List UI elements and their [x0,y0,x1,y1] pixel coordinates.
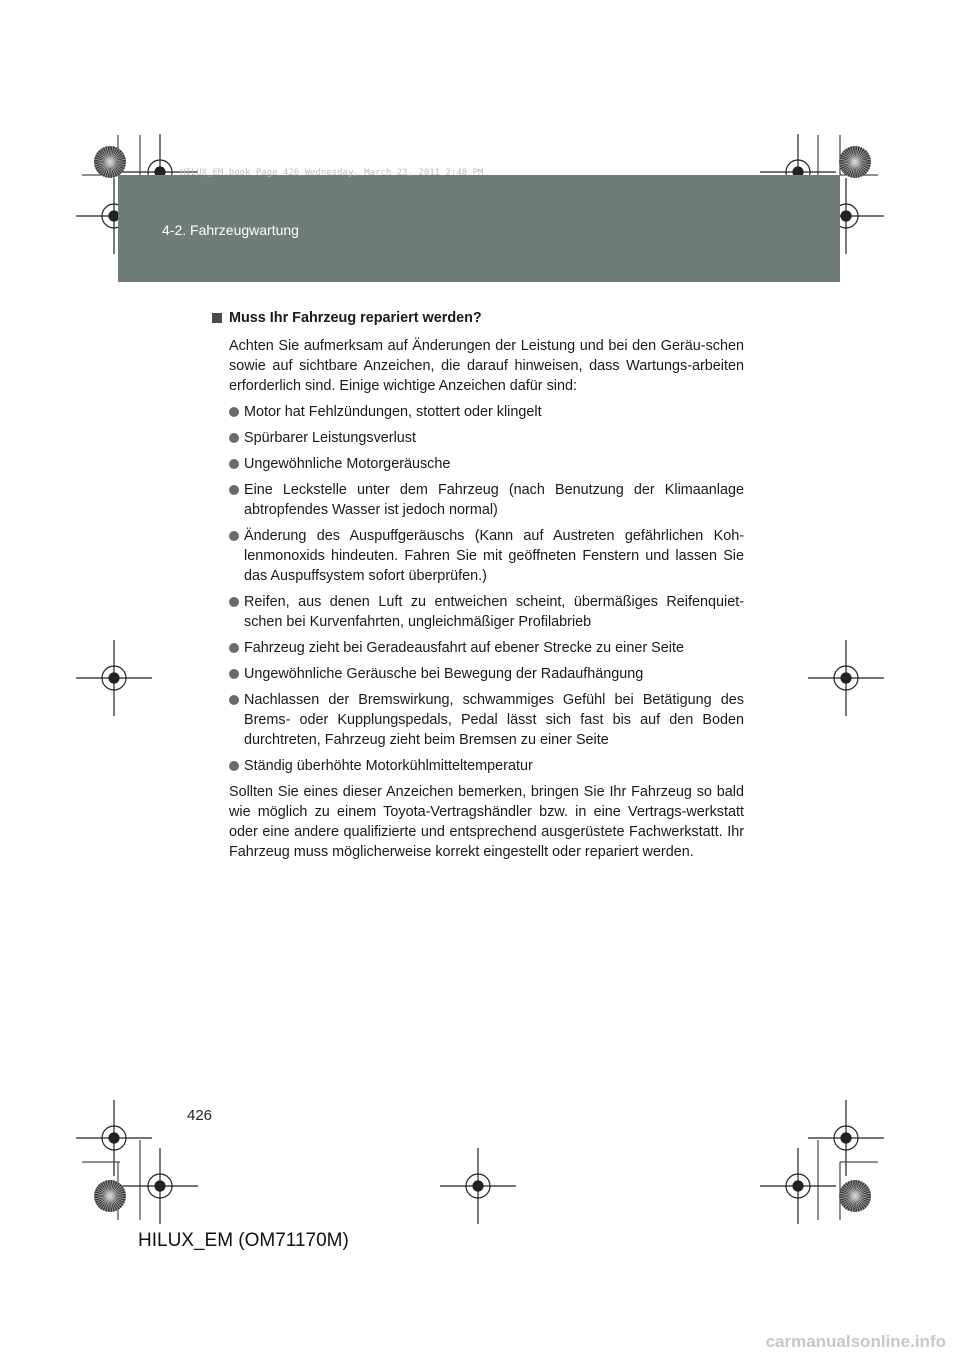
list-item [229,664,744,684]
list-item-text: Ständig überhöhte Motorkühlmitteltemperatur [244,758,533,774]
list-item [229,592,744,632]
starburst-rosette-icon [94,146,126,178]
list-item-text: Ungewöhnliche Motorgeräusche [244,456,451,472]
heading-text: Muss Ihr Fahrzeug repariert werden? [229,310,482,326]
round-bullet-icon [229,643,239,653]
list-item [229,402,744,422]
list-item-text: Fahrzeug zieht bei Geradeausfahrt auf ebener Strecke zu einer Seite [244,640,684,656]
symptom-list [229,402,744,776]
round-bullet-icon [229,669,239,679]
section-heading [212,308,744,328]
registration-target-icon [808,1100,884,1176]
section-title: 4-2. Fahrzeugwartung [162,222,299,238]
round-bullet-icon [229,407,239,417]
list-item [229,526,744,586]
registration-target-icon [76,1100,152,1176]
list-item-text: Spürbarer Leistungsverlust [244,430,416,446]
intro-paragraph: Achten Sie aufmerksam auf Änderungen der Leistung und bei den Geräu-schen sowie auf sichtbare Anzeichen, die darauf hinweisen, dass Wartungs-arbeiten erforderlich sind. Einige wichtige Anzeichen dafür sind: [229,338,744,394]
starburst-rosette-icon [94,1180,126,1212]
print-stamp: HILUX_EM.book Page 426 Wednesday, March 23, 2011 2:48 PM [180,168,484,178]
round-bullet-icon [229,695,239,705]
round-bullet-icon [229,485,239,495]
starburst-rosette-icon [839,1180,871,1212]
list-item-text: Ungewöhnliche Geräusche bei Bewegung der Radaufhängung [244,666,644,682]
square-bullet-icon [212,313,222,323]
page-content [212,308,744,862]
list-item-text: Motor hat Fehlzündungen, stottert oder klingelt [244,404,542,420]
registration-target-icon [122,1148,198,1224]
manual-code: HILUX_EM (OM71170M) [138,1230,349,1251]
round-bullet-icon [229,433,239,443]
round-bullet-icon [229,459,239,469]
list-item-text: Eine Leckstelle unter dem Fahrzeug (nach Benutzung der Klimaanlage abtropfendes Wasser ist jedoch normal) [244,482,744,518]
registration-target-icon [76,640,152,716]
list-item [229,638,744,658]
list-item [229,690,744,750]
round-bullet-icon [229,531,239,541]
round-bullet-icon [229,597,239,607]
list-item-text: Reifen, aus denen Luft zu entweichen scheint, übermäßiges Reifenquiet-schen bei Kurvenfahrten, ungleichmäßiger Profilabrieb [244,594,744,630]
watermark: carmanualsonline.info [765,1332,946,1351]
list-item [229,756,744,776]
list-item [229,480,744,520]
registration-target-icon [808,640,884,716]
list-item [229,428,744,448]
starburst-rosette-icon [839,146,871,178]
list-item-text: Nachlassen der Bremswirkung, schwammiges Gefühl bei Betätigung des Brems- oder Kupplungspedals, Pedal lässt sich fast bis auf den Boden durchtreten, Fahrzeug zieht beim Bremsen zu einer Seite [244,692,744,748]
closing-paragraph: Sollten Sie eines dieser Anzeichen bemerken, bringen Sie Ihr Fahrzeug so bald wie möglich zu einem Toyota-Vertragshändler bzw. in eine Vertrags-werkstatt oder eine andere qualifizierte und entsprechend ausgerüstete Fachwerkstatt. Ihr Fahrzeug muss möglicherweise korrekt eingestellt oder repariert werden. [229,784,744,860]
round-bullet-icon [229,761,239,771]
registration-target-icon [440,1148,516,1224]
list-item [229,454,744,474]
page-number: 426 [187,1107,213,1124]
list-item-text: Änderung des Auspuffgeräuschs (Kann auf Austreten gefährlichen Koh-lenmonoxids hindeuten. Fahren Sie mit geöffneten Fenstern und lassen Sie das Auspuffsystem sofort überprüfen.) [244,528,744,584]
registration-target-icon [760,1148,836,1224]
